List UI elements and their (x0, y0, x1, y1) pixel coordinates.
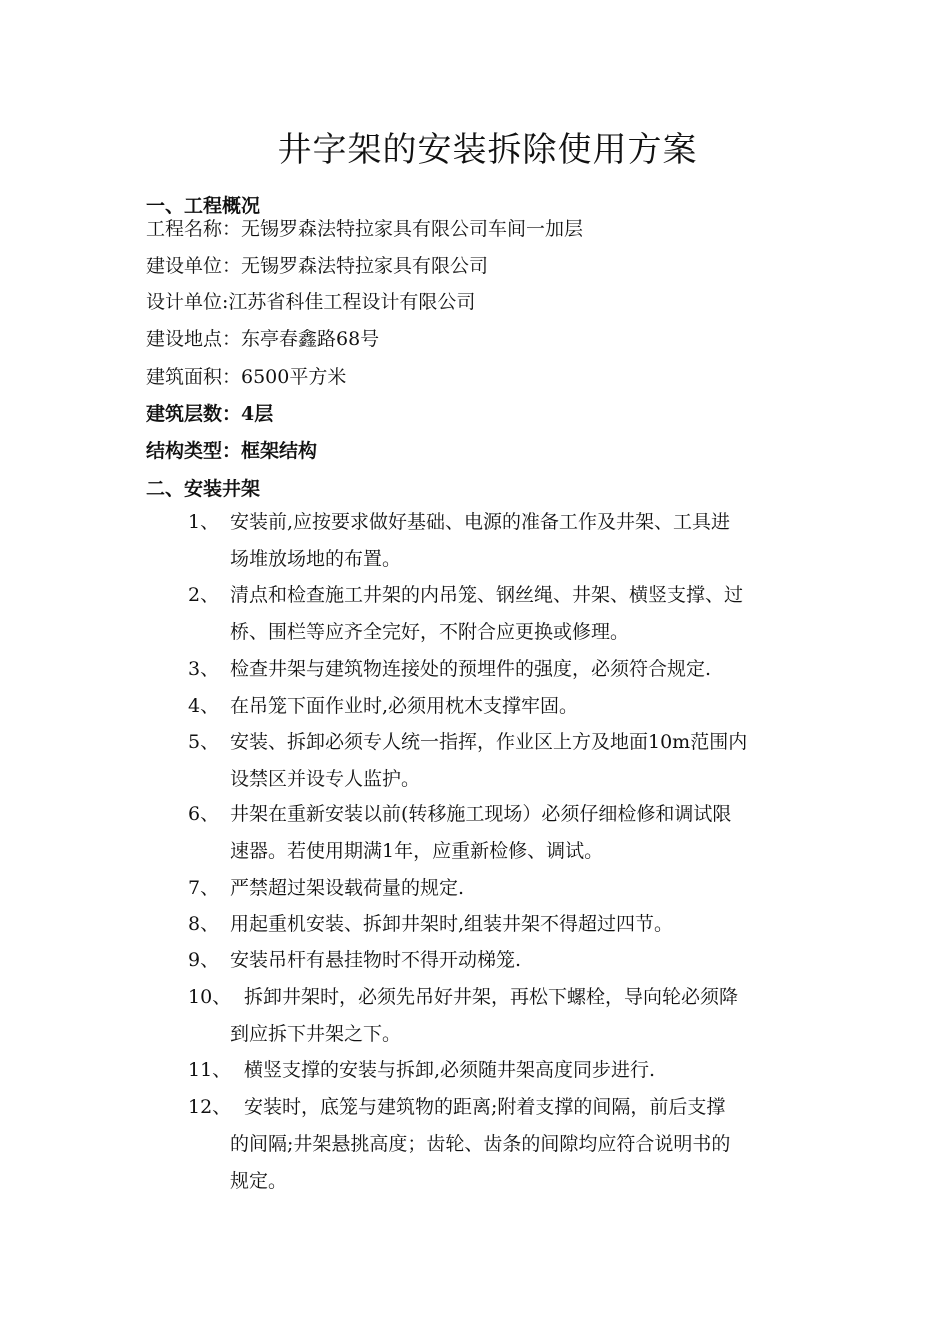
list-item-number: 9、 (188, 949, 220, 971)
list-item (188, 1052, 838, 1089)
structure-type: 结构类型：框架结构 (146, 440, 318, 462)
list-item-number: 2、 (188, 584, 220, 606)
list-item-line: 清点和检查施工井架的内吊笼、钢丝绳、井架、横竖支撑、过 (230, 584, 744, 606)
list-item-line: 安装、拆卸必须专人统一指挥，作业区上方及地面10m范围内 (230, 731, 748, 753)
list-item-number: 8、 (188, 913, 220, 935)
construction-location: 建设地点：东亭春鑫路68号 (146, 328, 380, 350)
list-item-number: 12、 (188, 1096, 232, 1118)
list-item-number: 4、 (188, 695, 220, 717)
list-item (188, 796, 838, 870)
list-item-number: 1、 (188, 511, 220, 533)
list-item-line: 的间隔;井架悬挑高度；齿轮、齿条的间隙均应符合说明书的 (230, 1133, 731, 1155)
list-item-line: 安装吊杆有悬挂物时不得开动梯笼. (230, 949, 522, 971)
list-item (188, 688, 838, 725)
list-item-line: 用起重机安装、拆卸井架时,组装井架不得超过四节。 (230, 913, 674, 935)
list-item-line: 桥、围栏等应齐全完好，不附合应更换或修理。 (230, 621, 630, 643)
list-item (188, 1089, 838, 1200)
list-item-line: 场堆放场地的布置。 (230, 548, 402, 570)
list-item-text (188, 906, 838, 943)
list-item-text (188, 1052, 838, 1089)
list-item (188, 906, 838, 943)
list-item-number: 6、 (188, 803, 220, 825)
list-item-text (188, 651, 838, 688)
list-item-text (188, 504, 838, 578)
list-item-line: 在吊笼下面作业时,必须用枕木支撑牢固。 (230, 695, 579, 717)
section-heading-install: 二、安装井架 (146, 478, 261, 500)
list-item-text (188, 1089, 838, 1200)
list-item (188, 651, 838, 688)
list-item-number: 3、 (188, 658, 220, 680)
list-item (188, 724, 838, 798)
list-item-number: 11、 (188, 1059, 232, 1081)
list-item-line: 井架在重新安装以前(转移施工现场）必须仔细检修和调试限 (230, 803, 732, 825)
list-item-line: 规定。 (230, 1170, 288, 1192)
list-item-number: 10、 (188, 986, 232, 1008)
list-item (188, 979, 838, 1053)
project-name: 工程名称：无锡罗森法特拉家具有限公司车间一加层 (146, 218, 584, 240)
list-item-number: 7、 (188, 877, 220, 899)
list-item-line: 检查井架与建筑物连接处的预埋件的强度，必须符合规定. (230, 658, 712, 680)
list-item-line: 拆卸井架时，必须先吊好井架，再松下螺栓，导向轮必须降 (244, 986, 739, 1008)
list-item-line: 速器。若使用期满1年，应重新检修、调试。 (230, 840, 604, 862)
design-unit: 设计单位:江苏省科佳工程设计有限公司 (146, 291, 476, 313)
list-item (188, 504, 838, 578)
list-item (188, 870, 838, 907)
list-item-line: 到应拆下井架之下。 (230, 1023, 402, 1045)
list-item-text (188, 724, 838, 798)
building-area: 建筑面积：6500平方米 (146, 366, 347, 388)
list-item-text (188, 979, 838, 1053)
list-item-line: 横竖支撑的安装与拆卸,必须随井架高度同步进行. (244, 1059, 656, 1081)
list-item-text (188, 688, 838, 725)
floor-count: 建筑层数：4层 (146, 403, 274, 425)
list-item (188, 942, 838, 979)
builder-unit: 建设单位：无锡罗森法特拉家具有限公司 (146, 255, 489, 277)
list-item-line: 安装前,应按要求做好基础、电源的准备工作及井架、工具进 (230, 511, 731, 533)
list-item-text (188, 796, 838, 870)
list-item-line: 设禁区并设专人监护。 (230, 768, 421, 790)
list-item-text (188, 942, 838, 979)
list-item-text (188, 870, 838, 907)
section-heading-overview: 一、工程概况 (146, 195, 261, 217)
list-item-line: 安装时，底笼与建筑物的距离;附着支撑的间隔，前后支撑 (244, 1096, 726, 1118)
document-title: 井字架的安装拆除使用方案 (277, 130, 698, 170)
list-item (188, 577, 838, 651)
list-item-number: 5、 (188, 731, 220, 753)
list-item-line: 严禁超过架设载荷量的规定. (230, 877, 465, 899)
list-item-text (188, 577, 838, 651)
